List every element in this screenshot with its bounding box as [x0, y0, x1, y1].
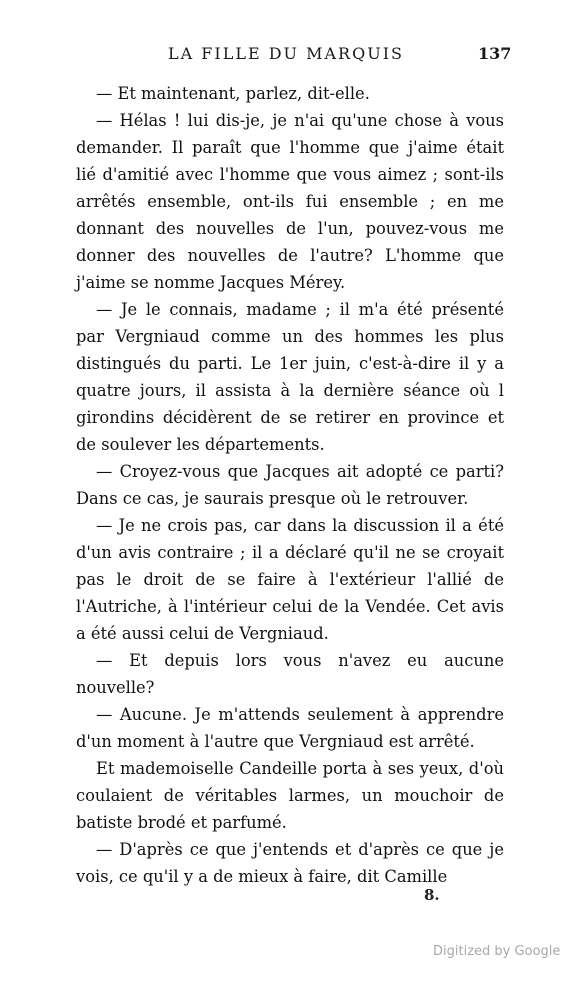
paragraph: — D'après ce que j'entends et d'après ce que je vois, ce qu'il y a de mieux à faire, dit Camille [76, 840, 504, 886]
paragraph: — Je ne crois pas, car dans la discussion il a été d'un avis contraire ; il a déclaré qu'il ne se croyait pas le droit de se faire à l'extérieur l'allié de l'Autriche, à l'intérieur celui de la Vendée. Cet avis a été aussi celui de Vergniaud. [76, 516, 504, 643]
paragraph: — Et depuis lors vous n'avez eu aucune nouvelle? [76, 651, 504, 697]
page-number: 137 [478, 44, 512, 63]
paragraph: — Et maintenant, parlez, dit-elle. [96, 84, 370, 103]
body-text [76, 80, 504, 890]
paragraph: — Je le connais, madame ; il m'a été présenté par Vergniaud comme un des hommes les plus distingués du parti. Le 1er juin, c'est-à-dire il y a quatre jours, il assista à la dernière séance où l girondins décidèrent de se retirer en province et de soulever les départements. [76, 300, 504, 454]
page-header [0, 44, 575, 68]
paragraph: — Aucune. Je m'attends seulement à apprendre d'un moment à l'autre que Vergniaud est arrêté. [76, 705, 504, 751]
paragraph: Et mademoiselle Candeille porta à ses yeux, d'où coulaient de véritables larmes, un mouchoir de batiste brodé et parfumé. [76, 759, 504, 832]
signature-mark: 8. [424, 886, 440, 904]
running-title: LA FILLE DU MARQUIS [168, 44, 404, 63]
paragraph: — Hélas ! lui dis-je, je n'ai qu'une chose à vous demander. Il paraît que l'homme que j'aime était lié d'amitié avec l'homme que vous aimez ; sont-ils arrêtés ensemble, ont-ils fui ensemble ; en me donnant des nouvelles de l'un, pouvez-vous me donner des nouvelles de l'autre? L'homme que j'aime se nomme Jacques Mérey. [76, 111, 504, 292]
paragraph: — Croyez-vous que Jacques ait adopté ce parti? Dans ce cas, je saurais presque où le retrouver. [76, 462, 504, 508]
digitized-watermark: Digitized by Google [433, 944, 561, 959]
